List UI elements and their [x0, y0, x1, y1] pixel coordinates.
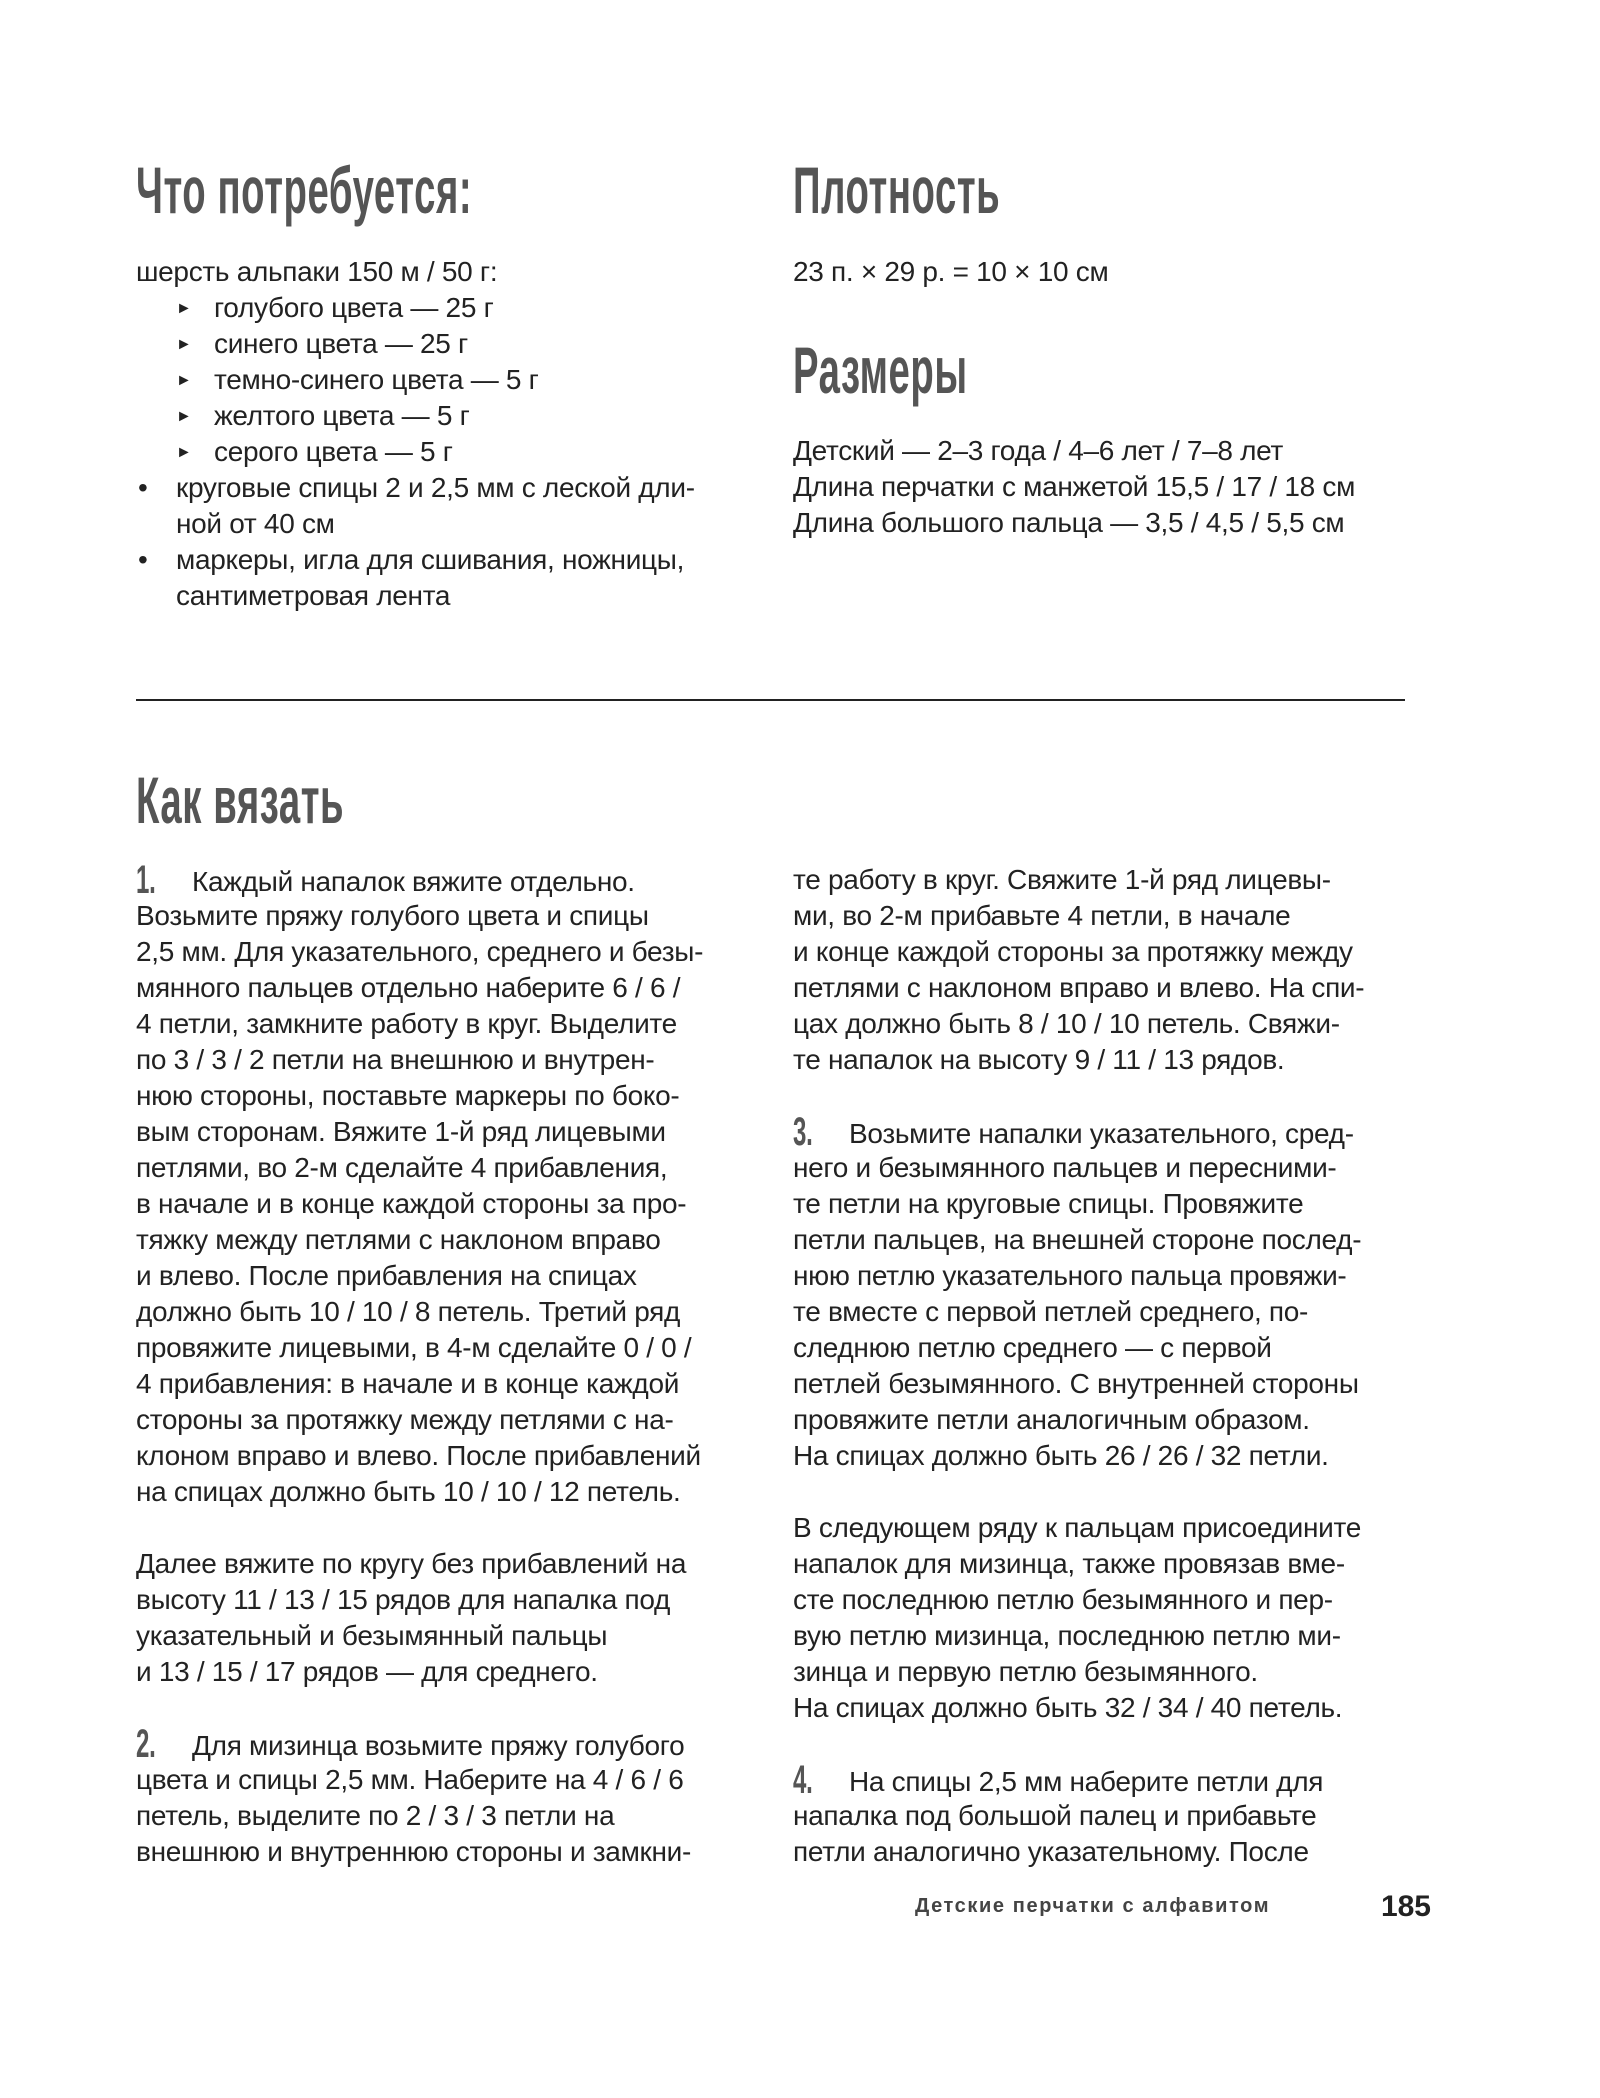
instruction-text: провяжите петли аналогичным образом. [793, 1404, 1310, 1435]
instruction-text: нюю петлю указательного пальца провяжи- [793, 1260, 1347, 1291]
instruction-line [136, 1258, 703, 1294]
instruction-text: и конце каждой стороны за протяжку между [793, 936, 1353, 967]
instruction-text: петлей безымянного. С внутренней стороны [793, 1368, 1359, 1399]
triangle-bullet-icon: ► [176, 408, 192, 425]
instruction-line [793, 1110, 1364, 1154]
yarn-item [136, 398, 695, 434]
instruction-text: Возьмите напалки указательного, сред- [849, 1118, 1354, 1149]
sizes-heading: Размеры [793, 333, 968, 407]
instruction-text: провяжите лицевыми, в 4-м сделайте 0 / 0 / [136, 1332, 692, 1363]
instruction-line [136, 1654, 703, 1690]
triangle-bullet-icon: ► [176, 300, 192, 317]
step-number: 2. [136, 1722, 156, 1766]
yarn-item [136, 326, 695, 362]
size-line: Длина большого пальца — 3,5 / 4,5 / 5,5 см [793, 507, 1345, 538]
instruction-text: петли аналогично указательному. После [793, 1836, 1309, 1867]
instruction-text: Возьмите пряжу голубого цвета и спицы [136, 900, 649, 931]
instruction-text: на спицах должно быть 10 / 10 / 12 петель. [136, 1476, 681, 1507]
instruction-text: цвета и спицы 2,5 мм. Наберите на 4 / 6 / 6 [136, 1764, 684, 1795]
instruction-text: стороны за протяжку между петлями с на- [136, 1404, 674, 1435]
triangle-bullet-icon: ► [176, 372, 192, 389]
instruction-line [793, 1366, 1364, 1402]
instruction-text: должно быть 10 / 10 / 8 петель. Третий ряд [136, 1296, 681, 1327]
instruction-text: петлями, во 2-м сделайте 4 прибавления, [136, 1152, 668, 1183]
instructions-heading: Как вязать [136, 763, 345, 837]
yarn-item-text: синего цвета — 25 г [214, 328, 468, 359]
step-number: 1. [136, 858, 156, 902]
instruction-line [136, 1294, 703, 1330]
instruction-text: те вместе с первой петлей среднего, по- [793, 1296, 1309, 1327]
bullet-line: круговые спицы 2 и 2,5 мм с леской дли- [176, 472, 695, 503]
instruction-line [793, 1834, 1364, 1870]
instruction-line [793, 934, 1364, 970]
instruction-line [136, 1618, 703, 1654]
instruction-line [793, 1078, 1364, 1114]
instruction-line [136, 1546, 703, 1582]
instruction-line [136, 934, 703, 970]
instruction-text: тяжку между петлями с наклоном вправо [136, 1224, 661, 1255]
instruction-line [793, 898, 1364, 934]
instruction-text: 4 петли, замкните работу в круг. Выделите [136, 1008, 677, 1039]
instruction-line [136, 1510, 703, 1546]
instruction-line [136, 1798, 703, 1834]
instruction-text: зинца и первую петлю безымянного. [793, 1656, 1258, 1687]
instruction-text: петель, выделите по 2 / 3 / 3 петли на [136, 1800, 615, 1831]
instruction-text: 2,5 мм. Для указательного, среднего и безы- [136, 936, 704, 967]
size-line: Детский — 2–3 года / 4–6 лет / 7–8 лет [793, 435, 1284, 466]
instruction-line [136, 1330, 703, 1366]
instruction-line [793, 1510, 1364, 1546]
instruction-text: вым сторонам. Вяжите 1-й ряд лицевыми [136, 1116, 666, 1147]
instruction-line [136, 1690, 703, 1726]
section-divider [136, 699, 1405, 701]
instruction-line [793, 1726, 1364, 1762]
instruction-line [136, 1114, 703, 1150]
instruction-text: внешнюю и внутреннюю стороны и замкни- [136, 1836, 691, 1867]
instruction-line [793, 1546, 1364, 1582]
instruction-text: него и безымянного пальцев и пересними- [793, 1152, 1337, 1183]
bullet-line: маркеры, игла для сшивания, ножницы, [176, 544, 685, 575]
bullet-dot-icon: • [138, 472, 148, 503]
instruction-line [793, 1006, 1364, 1042]
materials-heading: Что потребуется: [136, 153, 473, 227]
bullet-item [136, 470, 695, 542]
instruction-line [136, 1042, 703, 1078]
instruction-text: В следующем ряду к пальцам присоедините [793, 1512, 1361, 1543]
instruction-line [136, 1186, 703, 1222]
instruction-line [793, 1582, 1364, 1618]
instruction-line [793, 1186, 1364, 1222]
instruction-line [136, 1150, 703, 1186]
yarn-item-text: серого цвета — 5 г [214, 436, 453, 467]
bullet-item [136, 542, 695, 614]
instruction-line [793, 862, 1364, 898]
instruction-line [793, 970, 1364, 1006]
instruction-text: Далее вяжите по кругу без прибавлений на [136, 1548, 687, 1579]
yarn-item [136, 362, 695, 398]
instruction-text: 4 прибавления: в начале и в конце каждой [136, 1368, 680, 1399]
instruction-line [136, 1402, 703, 1438]
bullet-line: ной от 40 см [176, 508, 335, 539]
materials-list [136, 254, 695, 614]
instruction-line [136, 1722, 703, 1766]
instruction-text: клоном вправо и влево. После прибавлений [136, 1440, 701, 1471]
running-title: Детские перчатки с алфавитом [915, 1895, 1271, 1917]
instruction-text: в начале и в конце каждой стороны за про- [136, 1188, 687, 1219]
yarn-item [136, 434, 695, 470]
instruction-text: сте последнюю петлю безымянного и пер- [793, 1584, 1333, 1615]
instruction-line [793, 1222, 1364, 1258]
instruction-line [793, 1654, 1364, 1690]
instructions-right-column [793, 862, 1364, 1870]
materials-intro: шерсть альпаки 150 м / 50 г: [136, 256, 498, 287]
instruction-text: те напалок на высоту 9 / 11 / 13 рядов. [793, 1044, 1285, 1075]
page-number: 185 [1380, 1890, 1431, 1923]
instruction-text: петлями с наклоном вправо и влево. На спи- [793, 972, 1365, 1003]
instruction-line [136, 1366, 703, 1402]
instruction-line [136, 1438, 703, 1474]
size-line: Длина перчатки с манжетой 15,5 / 17 / 18 см [793, 471, 1356, 502]
gauge-text: 23 п. × 29 р. = 10 × 10 см [793, 256, 1109, 287]
instruction-text: вую петлю мизинца, последнюю петлю ми- [793, 1620, 1341, 1651]
instruction-text: цах должно быть 8 / 10 / 10 петель. Свяжи- [793, 1008, 1340, 1039]
triangle-bullet-icon: ► [176, 444, 192, 461]
instruction-line [136, 1222, 703, 1258]
instruction-text: те работу в круг. Свяжите 1-й ряд лицевы- [793, 864, 1331, 895]
yarn-item-text: темно-синего цвета — 5 г [214, 364, 539, 395]
instructions-left-column [136, 858, 704, 1870]
instruction-text: петли пальцев, на внешней стороне послед- [793, 1224, 1362, 1255]
instruction-line [793, 1150, 1364, 1186]
instruction-line [793, 1798, 1364, 1834]
step-number: 3. [793, 1110, 813, 1154]
yarn-item-text: желтого цвета — 5 г [214, 400, 470, 431]
instruction-line [793, 1258, 1364, 1294]
instruction-text: На спицах должно быть 26 / 26 / 32 петли. [793, 1440, 1329, 1471]
instruction-text: следнюю петлю среднего — с первой [793, 1332, 1272, 1363]
instruction-line [136, 1582, 703, 1618]
instruction-line [793, 1294, 1364, 1330]
instruction-text: напалок для мизинца, также провязав вме- [793, 1548, 1345, 1579]
instruction-text: и 13 / 15 / 17 рядов — для среднего. [136, 1656, 598, 1687]
instruction-line [793, 1758, 1364, 1802]
instruction-text: высоту 11 / 13 / 15 рядов для напалка под [136, 1584, 671, 1615]
gauge-heading: Плотность [793, 153, 1001, 227]
yarn-item [136, 290, 695, 326]
instruction-line [793, 1042, 1364, 1078]
instruction-text: Каждый напалок вяжите отдельно. [192, 866, 635, 897]
yarn-item-text: голубого цвета — 25 г [214, 292, 494, 323]
step-number: 4. [793, 1758, 813, 1802]
instruction-line [136, 1078, 703, 1114]
instruction-text: нюю стороны, поставьте маркеры по боко- [136, 1080, 680, 1111]
instruction-text: и влево. После прибавления на спицах [136, 1260, 637, 1291]
instruction-line [136, 1834, 703, 1870]
instruction-text: по 3 / 3 / 2 петли на внешнюю и внутрен- [136, 1044, 655, 1075]
instruction-line [793, 1690, 1364, 1726]
instruction-text: ми, во 2-м прибавьте 4 петли, в начале [793, 900, 1291, 931]
instruction-line [793, 1330, 1364, 1366]
instruction-line [793, 1618, 1364, 1654]
triangle-bullet-icon: ► [176, 336, 192, 353]
instruction-line [136, 1762, 703, 1798]
bullet-line: сантиметровая лента [176, 580, 451, 611]
bullet-dot-icon: • [138, 544, 148, 575]
sizes-list [793, 433, 1355, 541]
instruction-text: На спицы 2,5 мм наберите петли для [849, 1766, 1324, 1797]
instruction-text: На спицах должно быть 32 / 34 / 40 петель. [793, 1692, 1343, 1723]
instruction-line [136, 970, 703, 1006]
instruction-text: мянного пальцев отдельно наберите 6 / 6 / [136, 972, 681, 1003]
instruction-text: напалка под большой палец и прибавьте [793, 1800, 1317, 1831]
instruction-line [793, 1474, 1364, 1510]
instruction-line [793, 1438, 1364, 1474]
instruction-text: те петли на круговые спицы. Провяжите [793, 1188, 1304, 1219]
instruction-line [136, 1006, 703, 1042]
instruction-line [136, 858, 703, 902]
instruction-line [136, 898, 703, 934]
instruction-line [136, 1474, 703, 1510]
instruction-text: Для мизинца возьмите пряжу голубого [192, 1730, 685, 1761]
instruction-text: указательный и безымянный пальцы [136, 1620, 608, 1651]
instruction-line [793, 1402, 1364, 1438]
